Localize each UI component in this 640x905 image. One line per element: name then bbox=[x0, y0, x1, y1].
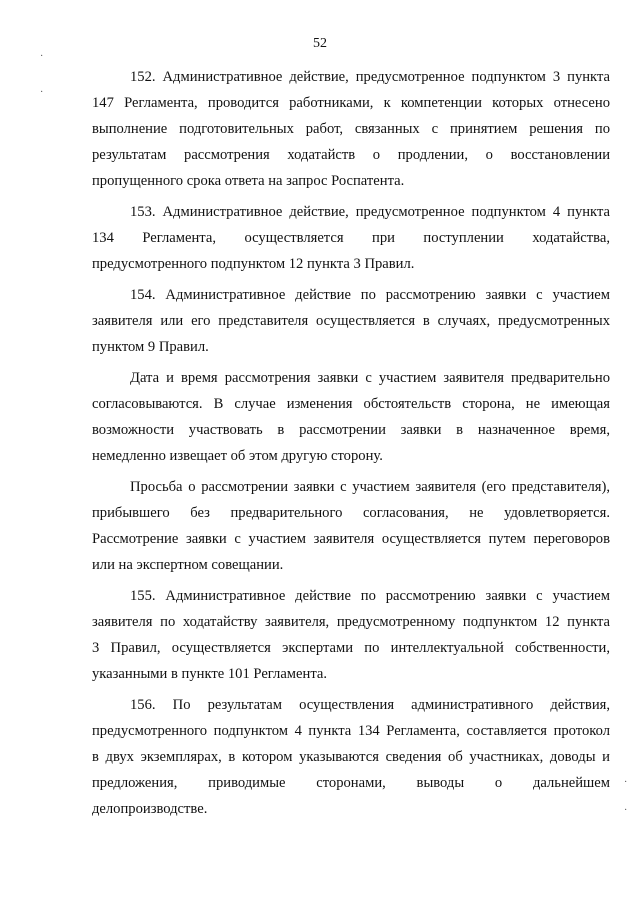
text-line: согласовываются. В случае изменения обстоятельств сторона, не имеющая bbox=[92, 396, 610, 412]
text-line: 153. Административное действие, предусмотренное подпунктом 4 пункта bbox=[130, 204, 610, 220]
scan-speck: · bbox=[624, 777, 628, 788]
text-line: 147 Регламента, проводится работниками, к компетенции которых отнесено bbox=[92, 95, 610, 111]
text-line: 155. Административное действие по рассмотрению заявки с участием bbox=[130, 588, 610, 604]
document-body bbox=[92, 64, 610, 827]
text-line: заявителя или его представителя осуществляется в случаях, предусмотренных bbox=[92, 313, 610, 329]
text-line: в двух экземплярах, в котором указываются сведения об участниках, доводы и bbox=[92, 749, 610, 765]
paragraph-date-time bbox=[92, 365, 610, 469]
scan-speck: · bbox=[40, 87, 44, 98]
paragraph-155 bbox=[92, 583, 610, 687]
text-line: Рассмотрение заявки с участием заявителя осуществляется путем переговоров bbox=[92, 531, 610, 547]
paragraph-request bbox=[92, 474, 610, 578]
paragraph-154 bbox=[92, 282, 610, 360]
text-line: пропущенного срока ответа на запрос Роспатента. bbox=[92, 173, 405, 189]
paragraph-152 bbox=[92, 64, 610, 194]
text-line: предусмотренного подпунктом 12 пункта 3 Правил. bbox=[92, 256, 415, 272]
text-line: Дата и время рассмотрения заявки с участием заявителя предварительно bbox=[130, 370, 610, 386]
scan-speck: · bbox=[40, 51, 44, 62]
text-line: или на экспертном совещании. bbox=[92, 557, 284, 573]
text-line: результатам рассмотрения ходатайств о продлении, о восстановлении bbox=[92, 147, 610, 163]
text-line: заявителя по ходатайству заявителя, предусмотренному подпунктом 12 пункта bbox=[92, 614, 610, 630]
text-line: немедленно извещает об этом другую сторону. bbox=[92, 448, 383, 464]
text-line: делопроизводстве. bbox=[92, 801, 208, 817]
text-line: пунктом 9 Правил. bbox=[92, 339, 209, 355]
text-line: 156. По результатам осуществления административного действия, bbox=[130, 697, 610, 713]
text-line: прибывшего без предварительного согласования, не удовлетворяется. bbox=[92, 505, 610, 521]
text-line: 152. Административное действие, предусмотренное подпунктом 3 пункта bbox=[130, 69, 610, 85]
paragraph-156 bbox=[92, 692, 610, 822]
text-line: возможности участвовать в рассмотрении заявки в назначенное время, bbox=[92, 422, 610, 438]
text-line: предусмотренного подпунктом 4 пункта 134 Регламента, составляется протокол bbox=[92, 723, 610, 739]
text-line: 154. Административное действие по рассмотрению заявки с участием bbox=[130, 287, 610, 303]
page-number: 52 bbox=[313, 36, 327, 51]
text-line: Просьба о рассмотрении заявки с участием заявителя (его представителя), bbox=[130, 479, 610, 495]
text-line: предложения, приводимые сторонами, выводы о дальнейшем bbox=[92, 775, 610, 791]
text-line: указанными в пункте 101 Регламента. bbox=[92, 666, 328, 682]
paragraph-153 bbox=[92, 199, 610, 277]
scan-speck: · bbox=[624, 805, 628, 816]
text-line: выполнение подготовительных работ, связанных с принятием решения по bbox=[92, 121, 610, 137]
text-line: 134 Регламента, осуществляется при поступлении ходатайства, bbox=[92, 230, 610, 246]
text-line: 3 Правил, осуществляется экспертами по интеллектуальной собственности, bbox=[92, 640, 610, 656]
